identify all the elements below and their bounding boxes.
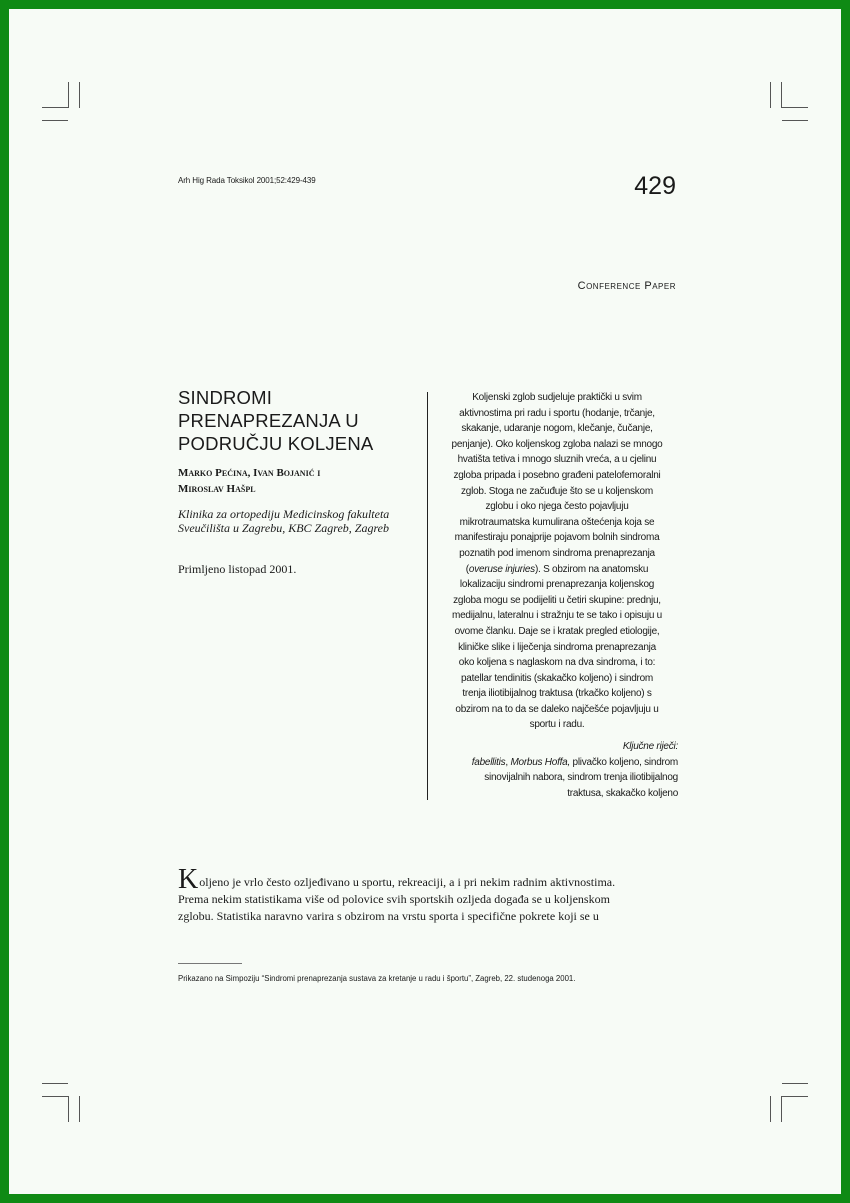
overuse-close: ). S obzirom na anatomsku [534, 563, 649, 575]
footnote: Prikazano na Simpoziju “Sindromi prenaprezanja sustava za kretanje u radu i športu”, Zagreb, 22. studenoga 2001. [178, 974, 576, 983]
abstract-line: medijalnu, lateralnu i stražnju te se tako i opisuju u [452, 610, 662, 622]
keywords-line: sinovijalnih nabora, sindrom trenja iliotibijalnog [484, 772, 678, 784]
abstract-line: zgloba mogu se podijeliti u četiri skupine: prednju, [453, 594, 661, 606]
crop-mark-top-right-h2 [782, 120, 808, 121]
crop-mark-bottom-right-h [782, 1083, 808, 1084]
crop-mark-top-right-v2 [770, 82, 771, 108]
abstract-line: oko koljena s naglaskom na dva sindroma, i to: [458, 657, 656, 669]
crop-mark-top-right-h [782, 107, 808, 108]
crop-mark-top-left-h [42, 107, 68, 108]
abstract-line: zglob. Stoga ne začuđuje što se u koljenskom [461, 485, 653, 497]
keywords-line: traktusa, skakačko koljeno [567, 787, 678, 799]
crop-mark-top-right-v [781, 82, 782, 108]
paper-type: Conference Paper [577, 280, 676, 292]
abstract-line: aktivnostima pri radu i sportu (hodanje, trčanje, [459, 407, 655, 419]
crop-mark-bottom-left-h2 [42, 1096, 68, 1097]
received-date: Primljeno listopad 2001. [178, 562, 297, 576]
crop-mark-bottom-right-v [781, 1096, 782, 1122]
author-line: Marko Pećina, Ivan Bojanić i [178, 467, 321, 479]
keyword-fabellitis: fabellitis [471, 756, 506, 768]
column-divider [427, 392, 428, 800]
abstract-line: sportu i radu. [529, 719, 585, 731]
crop-mark-top-left-v2 [79, 82, 80, 108]
title-line: PRENAPREZANJA U [178, 410, 359, 431]
keyword-separator: , [505, 756, 511, 768]
title-line: SINDROMI [178, 387, 273, 408]
abstract-line: manifestiraju ponajprije pojavom bolnih sindroma [454, 532, 660, 544]
author-line: Miroslav Hašpl [178, 483, 256, 495]
abstract-line [436, 562, 678, 578]
abstract-line: hvatišta tetiva i mnogo sluznih vreća, a u cjelinu [457, 454, 657, 466]
crop-mark-top-left-h2 [42, 120, 68, 121]
drop-cap: K [178, 864, 199, 895]
keyword-morbus-hoffa: Morbus Hoffa, [510, 756, 570, 768]
body-line [178, 864, 678, 895]
footnote-rule [178, 963, 242, 964]
article-title [178, 386, 408, 455]
crop-mark-bottom-left-v2 [79, 1096, 80, 1122]
abstract [436, 390, 678, 801]
title-line: PODRUČJU KOLJENA [178, 433, 374, 454]
abstract-line: lokalizaciju sindromi prenaprezanja koljenskog [459, 579, 655, 591]
journal-reference: Arh Hig Rada Toksikol 2001;52:429-439 [178, 176, 316, 185]
abstract-line: zgloba pripada i posebno građeni patelofemoralni [453, 469, 661, 481]
abstract-line: penjanje). Oko koljenskog zgloba nalazi se mnogo [451, 438, 663, 450]
page-number: 429 [634, 172, 676, 200]
authors [178, 465, 408, 497]
keywords-line [436, 755, 678, 771]
abstract-line: Koljenski zglob sudjeluje praktički u svim [472, 392, 642, 403]
crop-mark-top-left-v [68, 82, 69, 108]
abstract-line: mikrotraumatska kumulirana oštećenja koja se [459, 516, 655, 528]
overuse-term: overuse injuries [468, 563, 535, 575]
keywords-label: Ključne riječi: [622, 741, 678, 753]
overuse-open: ( [465, 563, 469, 575]
abstract-line: obzirom na to da se daleko najčešće pojavljuju u [455, 703, 659, 715]
keywords-rest: plivačko koljeno, sindrom [570, 756, 678, 768]
abstract-line: zglobu i oko njega često pojavljuju [485, 501, 629, 513]
crop-mark-bottom-left-v [68, 1096, 69, 1122]
body-line: zglobu. Statistika naravno varira s obzirom na vrstu sporta i specifične pokrete koji se u [178, 909, 599, 923]
abstract-line: kliničke slike i liječenja sindroma prenaprezanja [458, 641, 656, 653]
abstract-line: patellar tendinitis (skakačko koljeno) i sindrom [461, 672, 653, 684]
abstract-line: ovome članku. Daje se i kratak pregled etiologije, [454, 625, 660, 637]
abstract-line: poznatih pod imenom sindroma prenaprezanja [459, 547, 655, 559]
abstract-line: trenja iliotibijalnog traktusa (trkačko koljeno) s [462, 688, 652, 700]
crop-mark-bottom-left-h [42, 1083, 68, 1084]
crop-mark-bottom-right-v2 [770, 1096, 771, 1122]
abstract-line: skakanje, udaranje nogom, klečanje, čučanje, [461, 423, 653, 435]
body-line-text: oljeno je vrlo često ozljeđivano u sportu, rekreaciji, a i pri nekim radnim aktivnostima. [199, 875, 616, 889]
body-line: Prema nekim statistikama više od polovice svih sportskih ozljeda događa se u koljenskom [178, 892, 610, 906]
institution: Klinika za ortopediju Medicinskog fakulteta Sveučilišta u Zagrebu, KBC Zagreb, Zagreb [178, 507, 390, 535]
crop-mark-bottom-right-h2 [782, 1096, 808, 1097]
body-text [178, 864, 678, 925]
